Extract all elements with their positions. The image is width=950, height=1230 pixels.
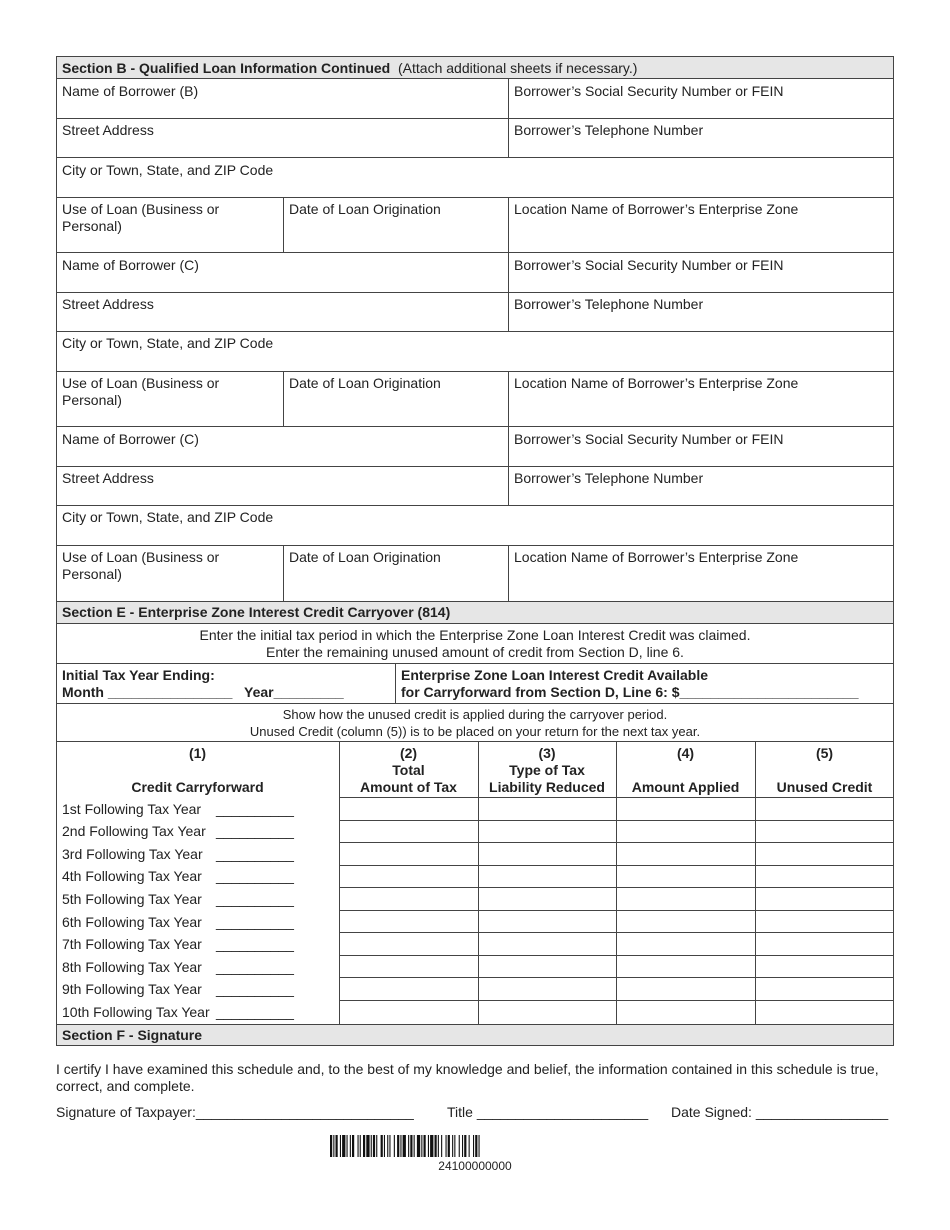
- row-year-field[interactable]: __________: [216, 936, 294, 952]
- telephone-label: Borrower’s Telephone Number: [514, 296, 704, 312]
- section-b-note: (Attach additional sheets if necessary.): [398, 60, 638, 76]
- barcode-bar: [350, 1135, 351, 1157]
- row-amount-cells[interactable]: [339, 955, 894, 977]
- barcode-bar: [352, 1135, 354, 1157]
- barcode-bar: [358, 1135, 359, 1157]
- certification-text: I certify I have examined this schedule and, to the best of my knowledge and belief, the information contained in this schedule is true, correct, and complete.: [56, 1061, 879, 1094]
- barcode-bar: [394, 1135, 395, 1157]
- barcode-bar: [410, 1135, 412, 1157]
- row-label: 7th Following Tax Year: [62, 936, 202, 952]
- enterprise-zone-label: Location Name of Borrower’s Enterprise Zone: [514, 549, 799, 565]
- row-label: 9th Following Tax Year: [62, 981, 202, 997]
- borrower-ssn-label: Borrower’s Social Security Number or FEIN: [514, 257, 784, 273]
- section-e-instruction-2: Enter the remaining unused amount of credit from Section D, line 6.: [266, 644, 684, 660]
- barcode-bar: [340, 1135, 341, 1157]
- row-amount-cells[interactable]: [339, 797, 894, 820]
- row-year-field[interactable]: __________: [216, 846, 294, 862]
- year-field[interactable]: Year_________: [244, 684, 344, 700]
- col-2-title-1: Total: [392, 762, 425, 778]
- available-credit-label: Enterprise Zone Loan Interest Credit Available: [401, 667, 709, 683]
- barcode-bar: [421, 1135, 422, 1157]
- barcode-bar: [333, 1135, 334, 1157]
- barcode-bar: [381, 1135, 383, 1157]
- city-state-zip-label: City or Town, State, and ZIP Code: [62, 162, 274, 178]
- barcode-bar: [473, 1135, 474, 1157]
- barcode-bar: [435, 1135, 437, 1157]
- enterprise-zone-label: Location Name of Borrower’s Enterprise Zone: [514, 201, 799, 217]
- section-b-title: Section B - Qualified Loan Information Continued: [62, 60, 391, 76]
- barcode-bar: [330, 1135, 332, 1157]
- use-of-loan-label: Use of Loan (Business or Personal): [62, 375, 220, 408]
- row-label: 2nd Following Tax Year: [62, 823, 206, 839]
- barcode-bar: [373, 1135, 375, 1157]
- row-amount-cells[interactable]: [339, 1000, 894, 1024]
- barcode-image: [330, 1135, 620, 1157]
- barcode-bar: [397, 1135, 399, 1157]
- row-label: 3rd Following Tax Year: [62, 846, 203, 862]
- col-1-title: Credit Carryforward: [131, 779, 264, 795]
- row-amount-cells[interactable]: [339, 932, 894, 955]
- barcode-bar: [400, 1135, 401, 1157]
- barcode-bar: [342, 1135, 345, 1157]
- row-year-field[interactable]: __________: [216, 823, 294, 839]
- col-3-title-1: Type of Tax: [509, 762, 585, 778]
- carryover-instruction-1: Show how the unused credit is applied during the carryover period.: [282, 707, 668, 722]
- barcode-bar: [336, 1135, 338, 1157]
- section-f-title: Section F - Signature: [62, 1027, 203, 1043]
- barcode-bar: [438, 1135, 439, 1157]
- barcode-bar: [360, 1135, 361, 1157]
- col-3-number: (3): [538, 745, 556, 761]
- row-label: 5th Following Tax Year: [62, 891, 202, 907]
- use-of-loan-label: Use of Loan (Business or Personal): [62, 549, 220, 582]
- row-amount-cells[interactable]: [339, 820, 894, 842]
- borrower-ssn-label: Borrower’s Social Security Number or FEIN: [514, 83, 784, 99]
- carryover-instruction-2: Unused Credit (column (5)) is to be placed on your return for the next tax year.: [249, 724, 701, 739]
- enterprise-zone-label: Location Name of Borrower’s Enterprise Zone: [514, 375, 799, 391]
- loan-origination-date-label: Date of Loan Origination: [289, 375, 441, 391]
- row-year-field[interactable]: __________: [216, 868, 294, 884]
- barcode-bar: [479, 1135, 480, 1157]
- row-year-field[interactable]: __________: [216, 959, 294, 975]
- row-label: 1st Following Tax Year: [62, 801, 202, 817]
- city-state-zip-label: City or Town, State, and ZIP Code: [62, 509, 274, 525]
- city-state-zip-label: City or Town, State, and ZIP Code: [62, 335, 274, 351]
- barcode-bar: [424, 1135, 426, 1157]
- use-of-loan-label: Use of Loan (Business or Personal): [62, 201, 220, 234]
- borrower-name-label: Name of Borrower (C): [62, 257, 199, 273]
- barcode-bar: [414, 1135, 415, 1157]
- barcode-bar: [408, 1135, 409, 1157]
- barcode-bar: [363, 1135, 365, 1157]
- barcode-bar: [347, 1135, 348, 1157]
- row-year-field[interactable]: __________: [216, 801, 294, 817]
- telephone-label: Borrower’s Telephone Number: [514, 122, 704, 138]
- row-label: 8th Following Tax Year: [62, 959, 202, 975]
- loan-origination-date-label: Date of Loan Origination: [289, 201, 441, 217]
- row-amount-cells[interactable]: [339, 977, 894, 1000]
- barcode-bar: [371, 1135, 372, 1157]
- initial-tax-year-label: Initial Tax Year Ending:: [62, 667, 215, 683]
- row-label: 10th Following Tax Year: [62, 1004, 210, 1020]
- row-year-field[interactable]: __________: [216, 891, 294, 907]
- barcode-number: 24100000000: [438, 1159, 512, 1173]
- title-field[interactable]: Title ______________________: [447, 1104, 649, 1120]
- row-year-field[interactable]: __________: [216, 981, 294, 997]
- row-year-field[interactable]: __________: [216, 1004, 294, 1020]
- barcode-bar: [389, 1135, 390, 1157]
- loan-origination-date-label: Date of Loan Origination: [289, 549, 441, 565]
- barcode-bar: [430, 1135, 433, 1157]
- barcode-bar: [376, 1135, 377, 1157]
- barcode-bar: [387, 1135, 388, 1157]
- col-3-title-2: Liability Reduced: [489, 779, 605, 795]
- barcode-bar: [454, 1135, 455, 1157]
- date-signed-field[interactable]: Date Signed: _________________: [671, 1104, 889, 1120]
- barcode-bar: [462, 1135, 463, 1157]
- col-4-title: Amount Applied: [631, 779, 740, 795]
- available-credit-field[interactable]: for Carryforward from Section D, Line 6: $_______________________: [401, 684, 859, 700]
- row-year-field[interactable]: __________: [216, 914, 294, 930]
- row-label: 4th Following Tax Year: [62, 868, 202, 884]
- section-e-instruction-1: Enter the initial tax period in which the Enterprise Zone Loan Interest Credit was claimed.: [199, 627, 751, 643]
- row-label: 6th Following Tax Year: [62, 914, 202, 930]
- street-address-label: Street Address: [62, 122, 154, 138]
- section-b-header: [62, 60, 637, 77]
- row-amount-cells[interactable]: [339, 887, 894, 910]
- col-1-number: (1): [188, 745, 207, 761]
- barcode-bar: [384, 1135, 385, 1157]
- barcode-bar: [441, 1135, 442, 1157]
- barcode-bar: [469, 1135, 470, 1157]
- barcode-bar: [403, 1135, 406, 1157]
- row-amount-cells[interactable]: [339, 865, 894, 887]
- barcode-bar: [417, 1135, 420, 1157]
- row-amount-cells[interactable]: [339, 842, 894, 865]
- col-5-number: (5): [815, 745, 834, 761]
- barcode-bar: [446, 1135, 447, 1157]
- barcode-bar: [448, 1135, 450, 1157]
- barcode-bar: [452, 1135, 453, 1157]
- barcode-bar: [428, 1135, 429, 1157]
- month-field[interactable]: Month ________________: [62, 684, 233, 700]
- barcode-bar: [464, 1135, 466, 1157]
- telephone-label: Borrower’s Telephone Number: [514, 470, 704, 486]
- borrower-name-label: Name of Borrower (C): [62, 431, 199, 447]
- borrower-ssn-label: Borrower’s Social Security Number or FEIN: [514, 431, 784, 447]
- barcode-bar: [366, 1135, 369, 1157]
- col-5-title: Unused Credit: [776, 779, 873, 795]
- row-amount-cells[interactable]: [339, 910, 894, 932]
- borrower-name-label: Name of Borrower (B): [62, 83, 199, 99]
- col-2-number: (2): [399, 745, 418, 761]
- signature-field[interactable]: Signature of Taxpayer:____________________________: [56, 1104, 414, 1120]
- col-4-number: (4): [676, 745, 695, 761]
- street-address-label: Street Address: [62, 296, 154, 312]
- street-address-label: Street Address: [62, 470, 154, 486]
- barcode-bar: [459, 1135, 460, 1157]
- col-2-title-2: Amount of Tax: [360, 779, 457, 795]
- section-e-title: Section E - Enterprise Zone Interest Credit Carryover (814): [62, 604, 451, 620]
- barcode-bar: [475, 1135, 477, 1157]
